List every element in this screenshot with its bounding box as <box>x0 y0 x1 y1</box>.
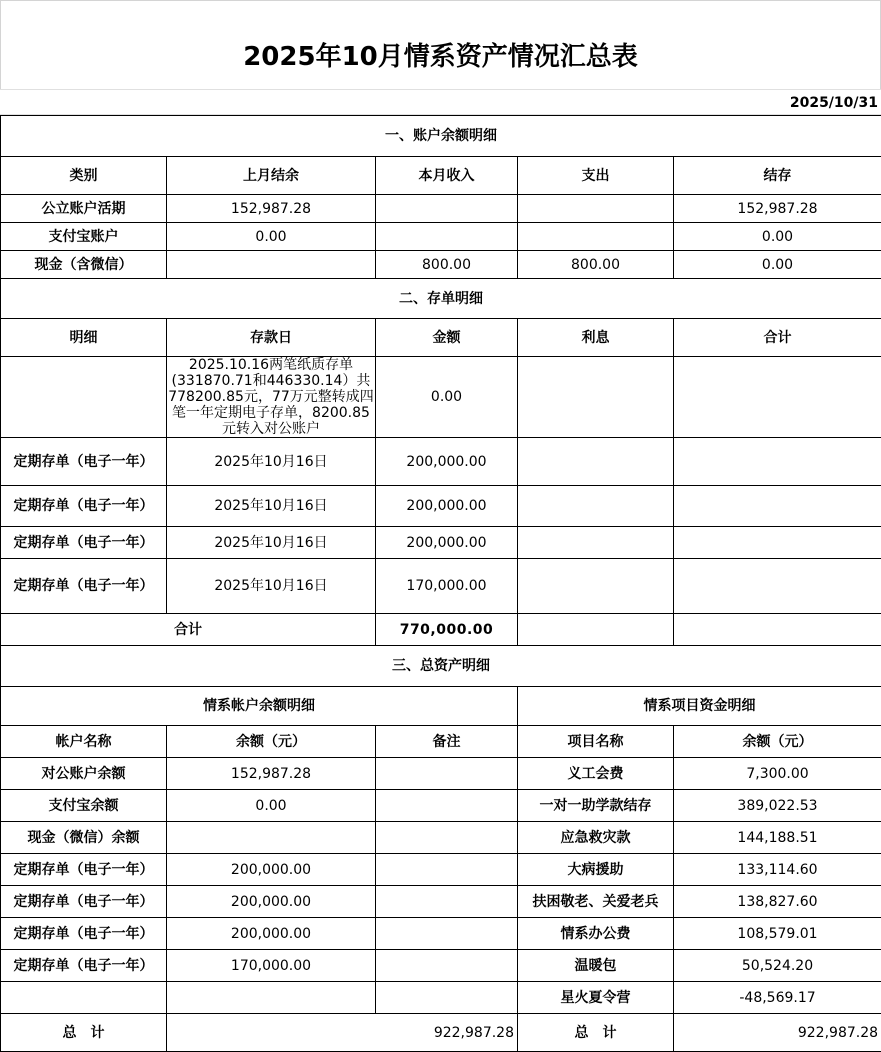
row-project-amount: 133,114.60 <box>674 854 881 886</box>
section-3-subtitle-row <box>1 687 881 726</box>
row-project-amount: 7,300.00 <box>674 758 881 790</box>
table-row <box>1 886 881 918</box>
row-project: 义工会费 <box>518 758 674 790</box>
table-row <box>1 438 881 486</box>
header-project-name: 项目名称 <box>518 726 674 758</box>
section-3-total-row <box>1 1014 881 1052</box>
row-account: 对公账户余额 <box>1 758 167 790</box>
row-remark <box>376 822 518 854</box>
header-income: 本月收入 <box>376 157 518 195</box>
total-value: 770,000.00 <box>376 614 518 646</box>
header-deposit-date: 存款日 <box>167 319 376 357</box>
row-remark <box>376 886 518 918</box>
row-project: 应急救灾款 <box>518 822 674 854</box>
deposit-note: 2025.10.16两笔纸质存单(331870.71和446330.14）共778200.85元，77万元整转成四笔一年定期电子存单，8200.85元转入对公账户 <box>167 357 376 438</box>
row-balance: 0.00 <box>674 223 881 251</box>
row-income <box>376 223 518 251</box>
row-account: 定期存单（电子一年） <box>1 854 167 886</box>
row-date: 2025年10月16日 <box>167 559 376 614</box>
row-prev: 0.00 <box>167 223 376 251</box>
table-row <box>1 854 881 886</box>
header-expense: 支出 <box>518 157 674 195</box>
row-detail: 定期存单（电子一年） <box>1 559 167 614</box>
row-subtotal <box>674 559 881 614</box>
row-balance: 152,987.28 <box>674 195 881 223</box>
total-interest <box>518 614 674 646</box>
table-row <box>1 195 881 223</box>
section-2-heading-row <box>1 279 881 319</box>
row-project: 一对一助学款结存 <box>518 790 674 822</box>
row-remark <box>376 950 518 982</box>
row-account-amount: 170,000.00 <box>167 950 376 982</box>
row-account: 支付宝余额 <box>1 790 167 822</box>
header-account-balance: 余额（元） <box>167 726 376 758</box>
row-date: 2025年10月16日 <box>167 527 376 559</box>
row-category: 现金（含微信） <box>1 251 167 279</box>
total-label: 合计 <box>1 614 376 646</box>
section-2-heading: 二、存单明细 <box>1 279 881 319</box>
left-total-label: 总 计 <box>1 1014 167 1052</box>
table-row <box>1 758 881 790</box>
row-interest <box>518 559 674 614</box>
row-remark <box>376 854 518 886</box>
row-project: 星火夏令营 <box>518 982 674 1014</box>
section-3-heading-row <box>1 646 881 687</box>
row-project: 情系办公费 <box>518 918 674 950</box>
row-expense <box>518 195 674 223</box>
row-subtotal <box>674 486 881 527</box>
row-interest <box>518 486 674 527</box>
table-row <box>1 982 881 1014</box>
row-detail: 定期存单（电子一年） <box>1 486 167 527</box>
row-amount: 200,000.00 <box>376 486 518 527</box>
row-account-amount: 200,000.00 <box>167 854 376 886</box>
row-income <box>376 195 518 223</box>
row-income: 800.00 <box>376 251 518 279</box>
row-date: 2025年10月16日 <box>167 438 376 486</box>
row-account: 定期存单（电子一年） <box>1 918 167 950</box>
row-account: 定期存单（电子一年） <box>1 950 167 982</box>
row-detail <box>1 357 167 438</box>
header-subtotal: 合计 <box>674 319 881 357</box>
row-account: 定期存单（电子一年） <box>1 886 167 918</box>
row-project-amount: -48,569.17 <box>674 982 881 1014</box>
row-category: 公立账户活期 <box>1 195 167 223</box>
row-account-amount: 0.00 <box>167 790 376 822</box>
row-remark <box>376 982 518 1014</box>
left-subtitle: 情系帐户余额明细 <box>1 687 518 726</box>
table-row <box>1 357 881 438</box>
row-amount: 200,000.00 <box>376 527 518 559</box>
row-date: 2025年10月16日 <box>167 486 376 527</box>
header-interest: 利息 <box>518 319 674 357</box>
row-amount: 200,000.00 <box>376 438 518 486</box>
sheet-title: 2025年10月情系资产情况汇总表 <box>0 36 881 73</box>
row-account <box>1 982 167 1014</box>
row-subtotal <box>674 357 881 438</box>
row-interest <box>518 527 674 559</box>
row-interest <box>518 438 674 486</box>
row-remark <box>376 918 518 950</box>
total-subtotal <box>674 614 881 646</box>
section-1-heading: 一、账户余额明细 <box>1 116 881 157</box>
header-prev-balance: 上月结余 <box>167 157 376 195</box>
header-amount: 金额 <box>376 319 518 357</box>
row-project-amount: 389,022.53 <box>674 790 881 822</box>
right-subtitle: 情系项目资金明细 <box>518 687 881 726</box>
row-project-amount: 144,188.51 <box>674 822 881 854</box>
table-row <box>1 790 881 822</box>
header-balance: 结存 <box>674 157 881 195</box>
table-row <box>1 559 881 614</box>
header-detail: 明细 <box>1 319 167 357</box>
summary-table <box>0 115 881 1052</box>
row-subtotal <box>674 438 881 486</box>
row-project-amount: 50,524.20 <box>674 950 881 982</box>
row-detail: 定期存单（电子一年） <box>1 527 167 559</box>
row-category: 支付宝账户 <box>1 223 167 251</box>
table-row <box>1 251 881 279</box>
report-date: 2025/10/31 <box>790 95 878 111</box>
row-project: 扶困敬老、关爱老兵 <box>518 886 674 918</box>
header-account-name: 帐户名称 <box>1 726 167 758</box>
section-2-header-row <box>1 319 881 357</box>
table-row <box>1 950 881 982</box>
row-account-amount: 200,000.00 <box>167 886 376 918</box>
table-row <box>1 486 881 527</box>
row-project-amount: 138,827.60 <box>674 886 881 918</box>
section-1-heading-row <box>1 116 881 157</box>
row-account: 现金（微信）余额 <box>1 822 167 854</box>
row-amount: 0.00 <box>376 357 518 438</box>
table-row <box>1 822 881 854</box>
section-3-heading: 三、总资产明细 <box>1 646 881 687</box>
row-expense <box>518 223 674 251</box>
row-interest <box>518 357 674 438</box>
row-balance: 0.00 <box>674 251 881 279</box>
section-2-total-row <box>1 614 881 646</box>
row-project: 温暖包 <box>518 950 674 982</box>
row-project-amount: 108,579.01 <box>674 918 881 950</box>
right-total-label: 总 计 <box>518 1014 674 1052</box>
row-remark <box>376 790 518 822</box>
table-row <box>1 527 881 559</box>
table-row <box>1 918 881 950</box>
row-account-amount <box>167 822 376 854</box>
grid-line <box>0 89 881 90</box>
row-account-amount: 152,987.28 <box>167 758 376 790</box>
row-account-amount: 200,000.00 <box>167 918 376 950</box>
row-account-amount <box>167 982 376 1014</box>
left-total-value: 922,987.28 <box>167 1014 518 1052</box>
header-project-balance: 余额（元） <box>674 726 881 758</box>
table-row <box>1 223 881 251</box>
row-detail: 定期存单（电子一年） <box>1 438 167 486</box>
header-category: 类别 <box>1 157 167 195</box>
row-amount: 170,000.00 <box>376 559 518 614</box>
row-subtotal <box>674 527 881 559</box>
row-project: 大病援助 <box>518 854 674 886</box>
section-3-header-row <box>1 726 881 758</box>
section-1-header-row <box>1 157 881 195</box>
row-prev: 152,987.28 <box>167 195 376 223</box>
row-expense: 800.00 <box>518 251 674 279</box>
header-remark: 备注 <box>376 726 518 758</box>
row-prev <box>167 251 376 279</box>
row-remark <box>376 758 518 790</box>
right-total-value: 922,987.28 <box>674 1014 881 1052</box>
